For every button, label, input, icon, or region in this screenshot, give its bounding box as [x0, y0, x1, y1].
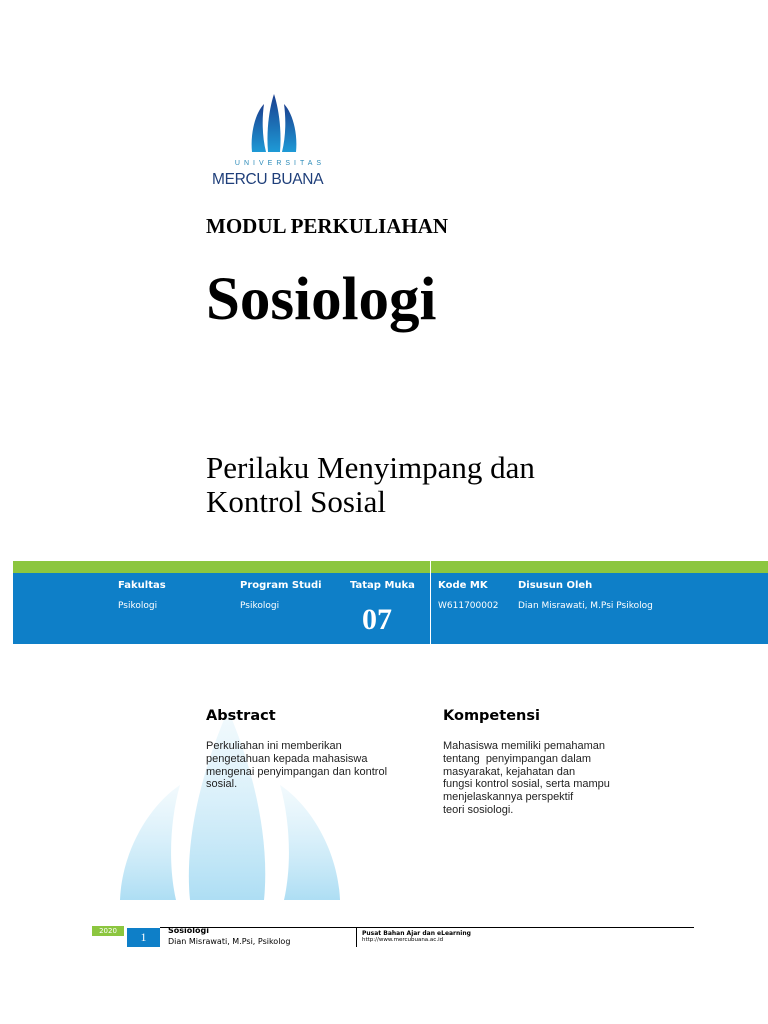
kompetensi-line: tentang penyimpangan dalam	[443, 752, 591, 765]
footer-course-title: Sosiologi	[168, 926, 209, 935]
footer-rule	[160, 927, 694, 928]
footer-organization: Pusat Bahan Ajar dan eLearning	[362, 930, 471, 937]
info-band-green-strip	[13, 561, 768, 573]
course-title: Sosiologi	[206, 266, 437, 333]
kompetensi-line: teori sosiologi.	[443, 803, 514, 816]
footer-url: http://www.mercubuana.ac.id	[362, 937, 444, 943]
kompetensi-text	[443, 740, 610, 817]
abstract-heading: Abstract	[206, 708, 276, 724]
topic-title-line-1: Perilaku Menyimpang dan	[206, 450, 535, 485]
fakultas-label: Fakultas	[118, 580, 166, 591]
abstract-text	[206, 740, 387, 791]
kode-mk-value: W611700002	[438, 601, 499, 611]
logo-watermark-icon	[110, 700, 350, 915]
footer-author: Dian Misrawati, M.Psi, Psikolog	[168, 937, 291, 946]
disusun-oleh-label: Disusun Oleh	[518, 580, 593, 591]
kompetensi-line: fungsi kontrol sosial, serta mampu	[443, 778, 610, 791]
kompetensi-heading: Kompetensi	[443, 708, 540, 724]
fakultas-value: Psikologi	[118, 601, 158, 611]
footer-year-badge: 2020	[92, 926, 124, 936]
tatap-muka-label: Tatap Muka	[350, 580, 415, 591]
program-studi-label: Program Studi	[240, 580, 322, 591]
logo-top-text: UNIVERSITAS	[234, 160, 326, 167]
university-logo	[206, 88, 342, 198]
info-band-divider	[430, 561, 431, 644]
kompetensi-line: masyarakat, kejahatan dan	[443, 765, 576, 778]
footer-page-number: 1	[127, 928, 160, 947]
tatap-muka-value: 07	[362, 603, 392, 636]
logo-main-text: MERCU BUANA	[212, 171, 324, 188]
kode-mk-label: Kode MK	[438, 580, 488, 591]
program-studi-value: Psikologi	[240, 601, 280, 611]
abstract-line: Perkuliahan ini memberikan	[206, 740, 342, 752]
mercu-buana-tower-icon	[250, 92, 298, 156]
module-label: MODUL PERKULIAHAN	[206, 214, 449, 238]
kompetensi-line: Mahasiswa memiliki pemahaman	[443, 740, 606, 752]
topic-title	[206, 451, 726, 519]
abstract-line: sosial.	[206, 778, 238, 791]
kompetensi-line: menjelaskannya perspektif	[443, 791, 574, 804]
topic-title-line-2: Kontrol Sosial	[206, 484, 386, 519]
abstract-line: mengenai penyimpangan dan kontrol	[206, 765, 388, 778]
footer-separator	[356, 928, 357, 947]
disusun-oleh-value: Dian Misrawati, M.Psi Psikolog	[518, 601, 653, 611]
abstract-line: pengetahuan kepada mahasiswa	[206, 752, 368, 765]
